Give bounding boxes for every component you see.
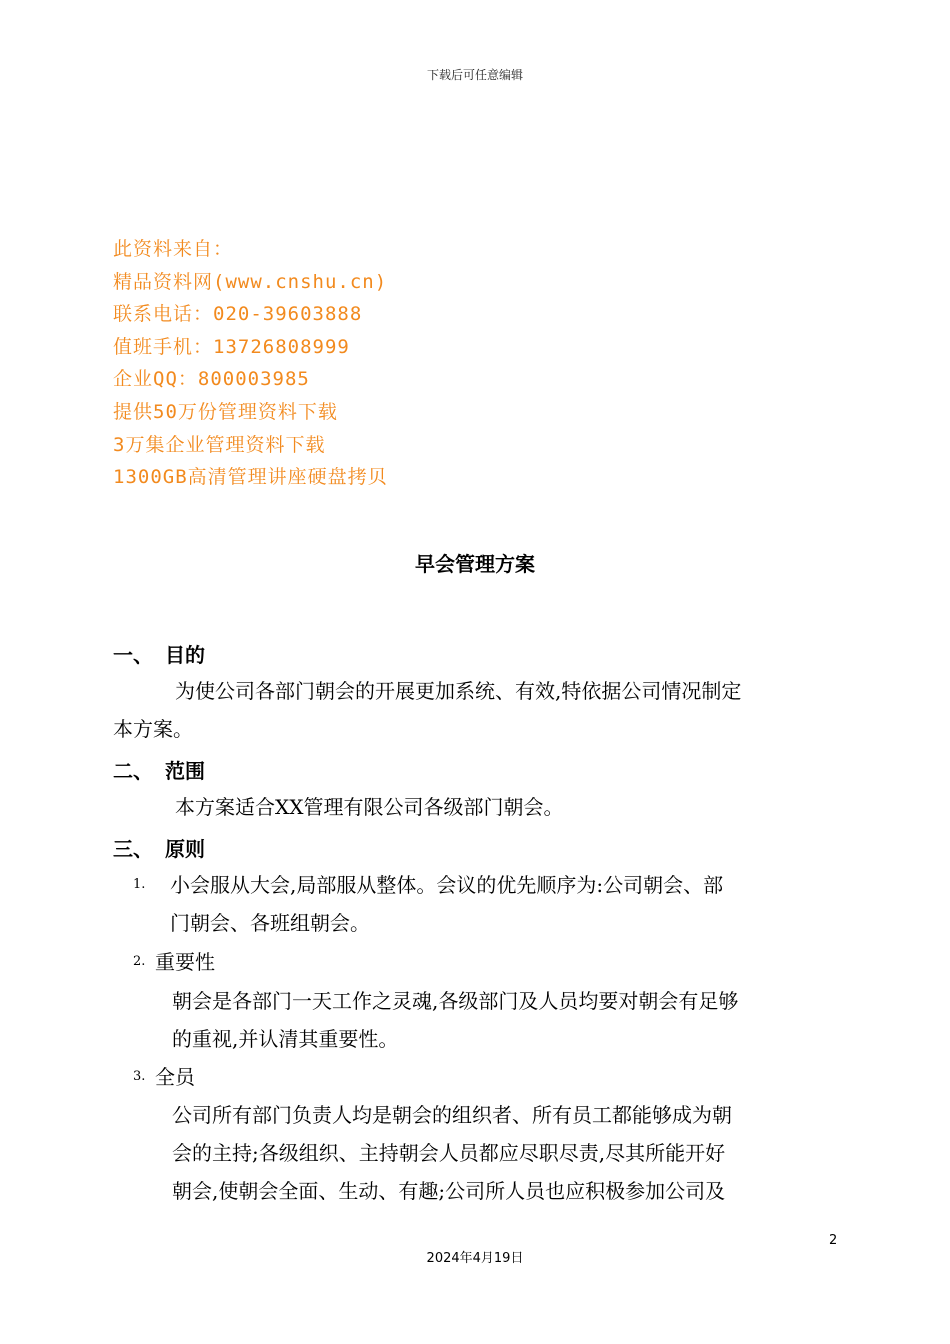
promo-line: 企业QQ：800003985: [113, 368, 310, 391]
document-title: 早会管理方案: [415, 552, 535, 576]
promo-line: 3万集企业管理资料下载: [113, 433, 326, 456]
list-item-number: 1.: [133, 877, 146, 892]
section-heading-purpose: [113, 639, 205, 668]
paragraph-line: 为使公司各部门朝会的开展更加系统、有效,特依据公司情况制定: [175, 679, 742, 703]
paragraph-line: 本方案适合XX管理有限公司各级部门朝会。: [175, 795, 564, 819]
paragraph-line: 门朝会、各班组朝会。: [170, 911, 370, 935]
section-number: 二、: [113, 759, 153, 783]
promo-block: [113, 233, 388, 494]
list-item-number: 2.: [133, 954, 146, 969]
list-item-title: 全员: [155, 1065, 195, 1089]
section-title: 目的: [165, 643, 205, 667]
list-item-title: 重要性: [155, 950, 215, 974]
section-number: 一、: [113, 643, 153, 667]
promo-line: 联系电话：020-39603888: [113, 303, 363, 326]
page-number: 2: [829, 1233, 838, 1248]
section-heading-scope: [113, 755, 205, 784]
footer-date: 2024年4月19日: [426, 1251, 524, 1266]
promo-line: 此资料来自：: [113, 238, 234, 260]
paragraph-line: 公司所有部门负责人均是朝会的组织者、所有员工都能够成为朝: [172, 1103, 732, 1127]
paragraph-line: 会的主持;各级组织、主持朝会人员都应尽职尽责,尽其所能开好: [172, 1141, 726, 1165]
section-number: 三、: [113, 837, 153, 861]
promo-line: 精品资料网(www.cnshu.cn): [113, 270, 388, 293]
paragraph-line: 朝会是各部门一天工作之灵魂,各级部门及人员均要对朝会有足够: [172, 989, 739, 1013]
paragraph-line: 小会服从大会,局部服从整体。会议的优先顺序为:公司朝会、部: [170, 873, 724, 897]
promo-line: 提供50万份管理资料下载: [113, 400, 338, 423]
paragraph-line: 的重视,并认清其重要性。: [172, 1027, 399, 1051]
paragraph-line: 朝会,使朝会全面、生动、有趣;公司所人员也应积极参加公司及: [172, 1179, 726, 1203]
section-title: 原则: [165, 837, 205, 861]
list-item-number: 3.: [133, 1069, 146, 1084]
section-title: 范围: [165, 759, 205, 783]
header-note: 下载后可任意编辑: [426, 68, 523, 82]
section-heading-principles: [113, 833, 205, 862]
promo-line: 值班手机：13726808999: [113, 335, 350, 358]
paragraph-line: 本方案。: [113, 717, 193, 741]
promo-line: 1300GB高清管理讲座硬盘拷贝: [113, 466, 388, 489]
